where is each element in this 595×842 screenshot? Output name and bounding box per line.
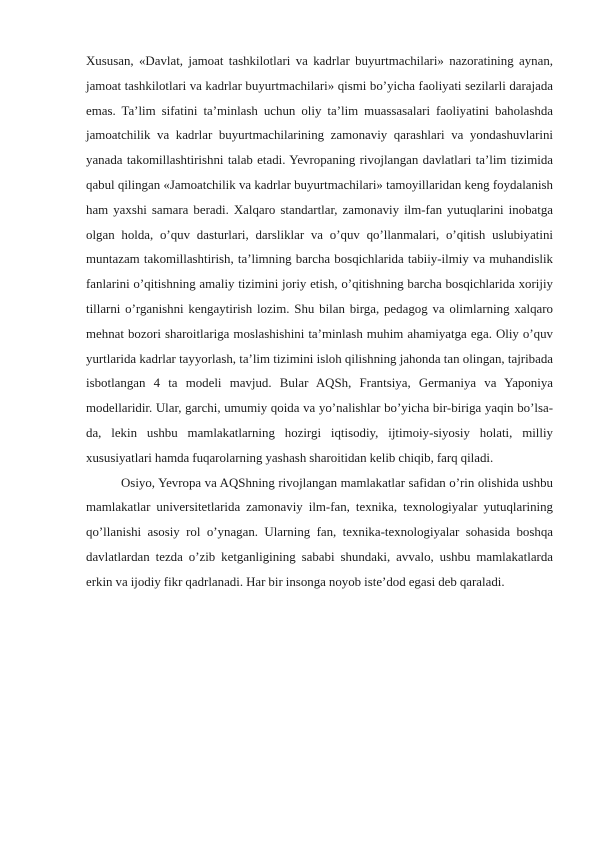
body-paragraph-1: Xususan, «Davlat, jamoat tashkilotlari va kadrlar buyurtmachilari» nazoratining aynan, jamoat tashkilotlari va kadrlar buyurtmachilari» qismi bo’yicha faoliyati sezilarli darajada emas. Ta’lim sifatini ta’minlash uchun oliy ta’lim muassasalari faoliyatini baholashda jamoatchilik va kadrlar buyurtmachilarining zamonaviy qarashlari va yondashuvlarini yanada takomillashtirishni talab etadi. Yevropaning rivojlangan davlatlari ta’lim tizimida qabul qilingan «Jamoatchilik va kadrlar buyurtmachilari» tamoyillaridan keng foydalanish ham yaxshi samara beradi. Xalqaro standartlar, zamonaviy ilm-fan yutuqlarini inobatga olgan holda, o’quv dasturlari, darsliklar va o’quv qo’llanmalari, o’qitish uslubiyatini muntazam takomillashtirish, ta’limning barcha bosqichlarida tabiiy-ilmiy va muhandislik fanlarini o’qitishning amaliy tizimini joriy etish, o’qitishning barcha bosqichlarida xorijiy tillarni o’rganishni kengaytirish lozim. Shu bilan birga, pedagog va olimlarning xalqaro mehnat bozori sharoitlariga moslashishini ta’minlash muhim ahamiyatga ega. Oliy o’quv yurtlarida kadrlar tayyorlash, ta’lim tizimini isloh qilishning jahonda tan olingan, tajribada isbotlangan 4 ta modeli mavjud. Bular AQSh, Frantsiya, Germaniya va Yaponiya modellaridir. Ular, garchi, umumiy qoida va yo’nalishlar bo’yicha bir-biriga yaqin bo’lsa-da, lekin ushbu mamlakatlarning hozirgi iqtisodiy, ijtimoiy-siyosiy holati, milliy xususiyatlari hamda fuqarolarning yashash sharoitidan kelib chiqib, farq qiladi. xyxy=(86,54,553,465)
document-page xyxy=(86,49,553,595)
body-paragraph-2: Osiyo, Yevropa va AQShning rivojlangan mamlakatlar safidan o’rin olishida ushbu mamlakatlar universitetlarida zamonaviy ilm-fan, texnika, texnologiyalar yutuqlarining qo’llanishi asosiy rol o’ynagan. Ularning fan, texnika-texnologiyalar sohasida boshqa davlatlardan tezda o’zib ketganligining sababi shundaki, avvalo, ushbu mamlakatlarda erkin va ijodiy fikr qadrlanadi. Har bir insonga noyob iste’dod egasi deb qaraladi. xyxy=(86,475,553,589)
